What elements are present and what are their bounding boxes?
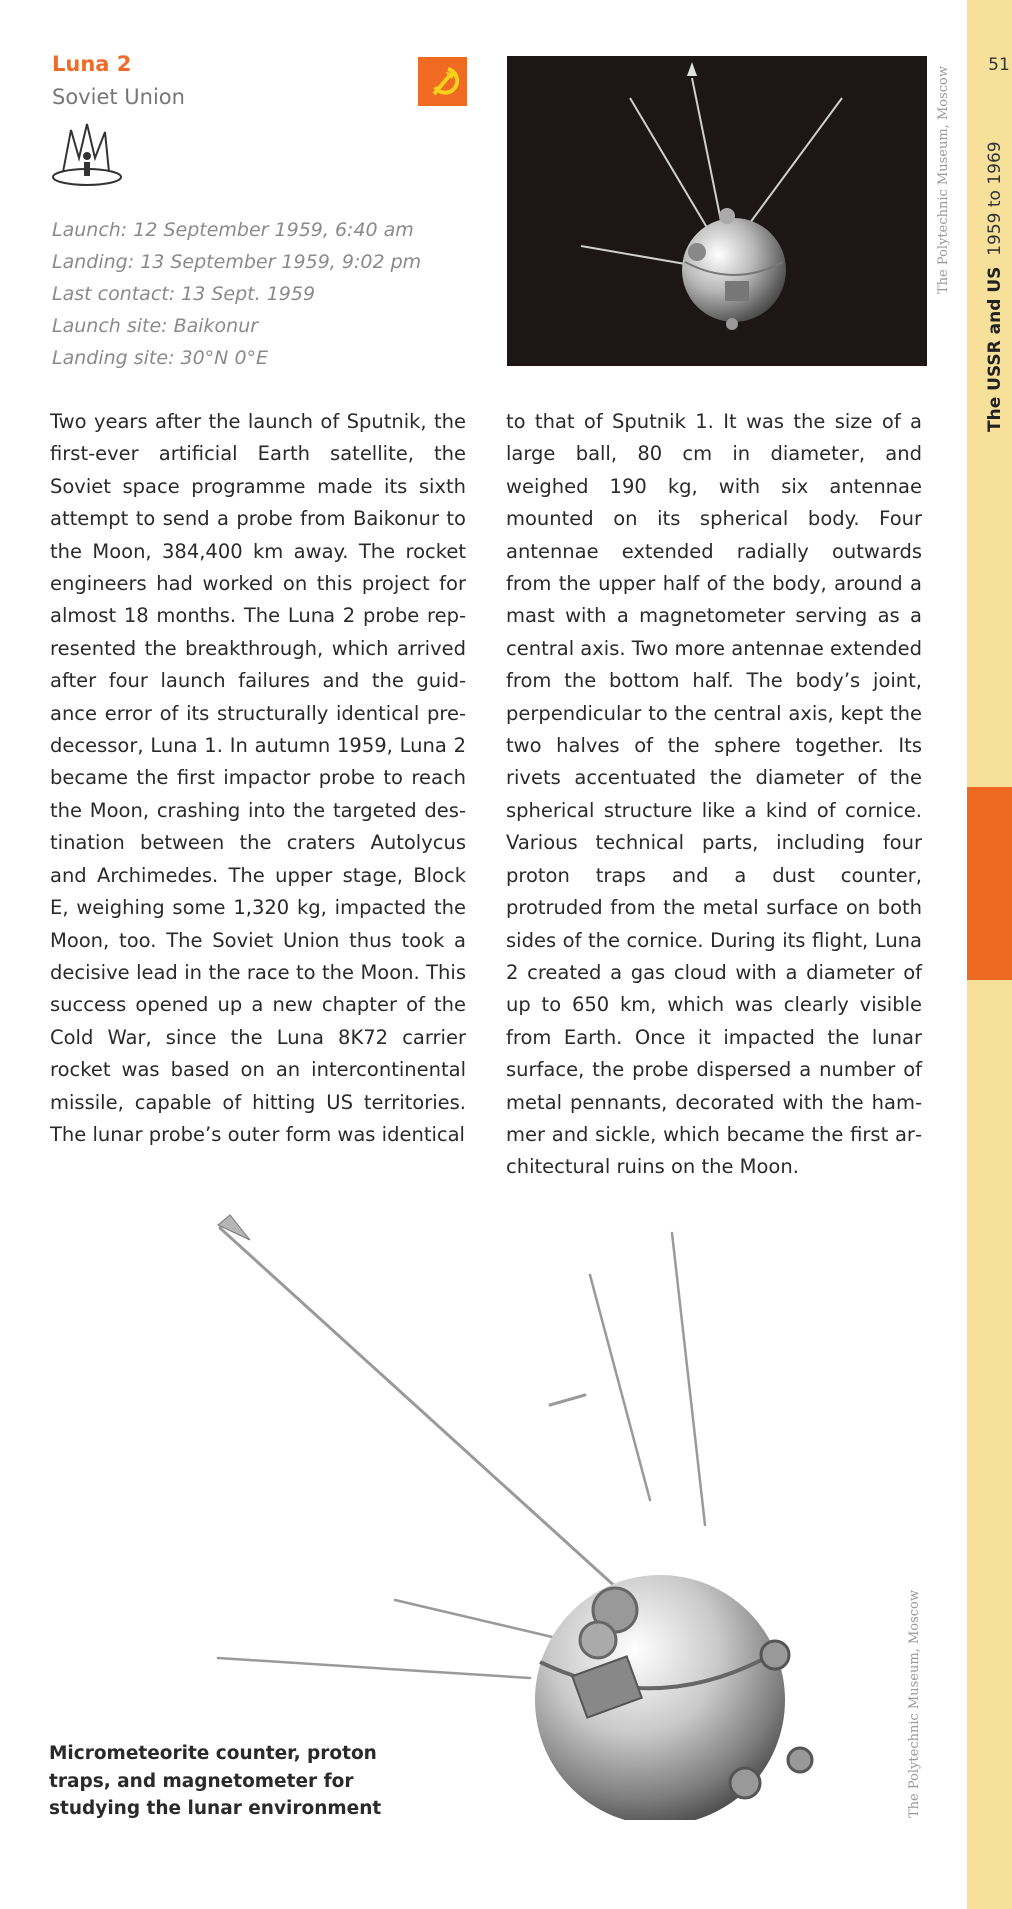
photo-caption: Micrometeorite counter, proton traps, and magnetometer for studying the lunar environment [49, 1743, 382, 1819]
luna2-photo-bottom [200, 1200, 880, 1820]
fact-landing-site: Landing site: 30°N 0°E [52, 347, 269, 369]
fact-launch: Launch: 12 September 1959, 6:40 am [52, 219, 414, 241]
running-head-period: 1959 to 1969 [985, 141, 1005, 256]
body-column-left: Two years after the launch of Sputnik, the first-ever artificial Earth satellite, the Soviet space programme made its sixth attempt to send a probe from Baikonur to the Moon, 384,400 km away. The rocket engineers had worked on this project for almost 18 months. The Luna 2 probe represented the breakthrough, which arrived after four launch failures and the guidance error of its structurally identical predecessor, Luna 1. In autumn 1959, Luna 2 became the first impactor probe to reach the Moon, crashing into the targeted destination between the craters Autolycus and Archimedes. The upper stage, Block E, weighing some 1,320 kg, impacted the Moon, too. The Soviet Union thus took a decisive lead in the race to the Moon. This success opened up a new chapter of the Cold War, since the Luna 8K72 carrier rocket was based on an intercontinental missile, capable of hitting US territories. The lunar probe’s outer form was identical [50, 410, 466, 1146]
fact-last-contact: Last contact: 13 Sept. 1959 [52, 283, 316, 305]
fact-launch-site: Launch site: Baikonur [52, 315, 259, 337]
page-number: 51 [988, 55, 1010, 75]
fact-landing: Landing: 13 September 1959, 9:02 pm [52, 251, 422, 273]
running-head [985, 141, 1005, 432]
photo-credit-top: The Polytechnic Museum, Moscow [936, 66, 951, 294]
mission-title: Luna 2 [52, 52, 132, 76]
impact-probe-icon [49, 122, 125, 188]
side-strip-accent [967, 787, 1012, 980]
soviet-flag-icon [418, 57, 467, 106]
running-head-title: The USSR and US [985, 266, 1005, 432]
mission-country: Soviet Union [52, 85, 185, 109]
luna2-photo-top [507, 56, 927, 366]
photo-credit-bottom: The Polytechnic Museum, Moscow [907, 1590, 922, 1818]
mission-facts [52, 214, 421, 374]
body-column-right: to that of Sputnik 1. It was the size of a large ball, 80 cm in diameter, and weighed 190 kg, with six antennae mounted on its spherical body. Four antennae extended radially outwards from the upper half of the body, around a mast with a magnetometer serving as a central axis. Two more antennae extended from the bottom half. The body’s joint, perpendicular to the central axis, kept the two halves of the sphere together. Its rivets accentuated the diameter of the spherical structure like a kind of cornice. Various technical parts, including four proton traps and a dust counter, protruded from the metal surface on both sides of the cornice. During its flight, Luna 2 created a gas cloud with a diameter of up to 650 km, which was clearly visible from Earth. Once it impacted the lunar surface, the probe dispersed a number of metal pennants, decorated with the hammer and sickle, which became the first architectural ruins on the Moon. [506, 410, 923, 1179]
